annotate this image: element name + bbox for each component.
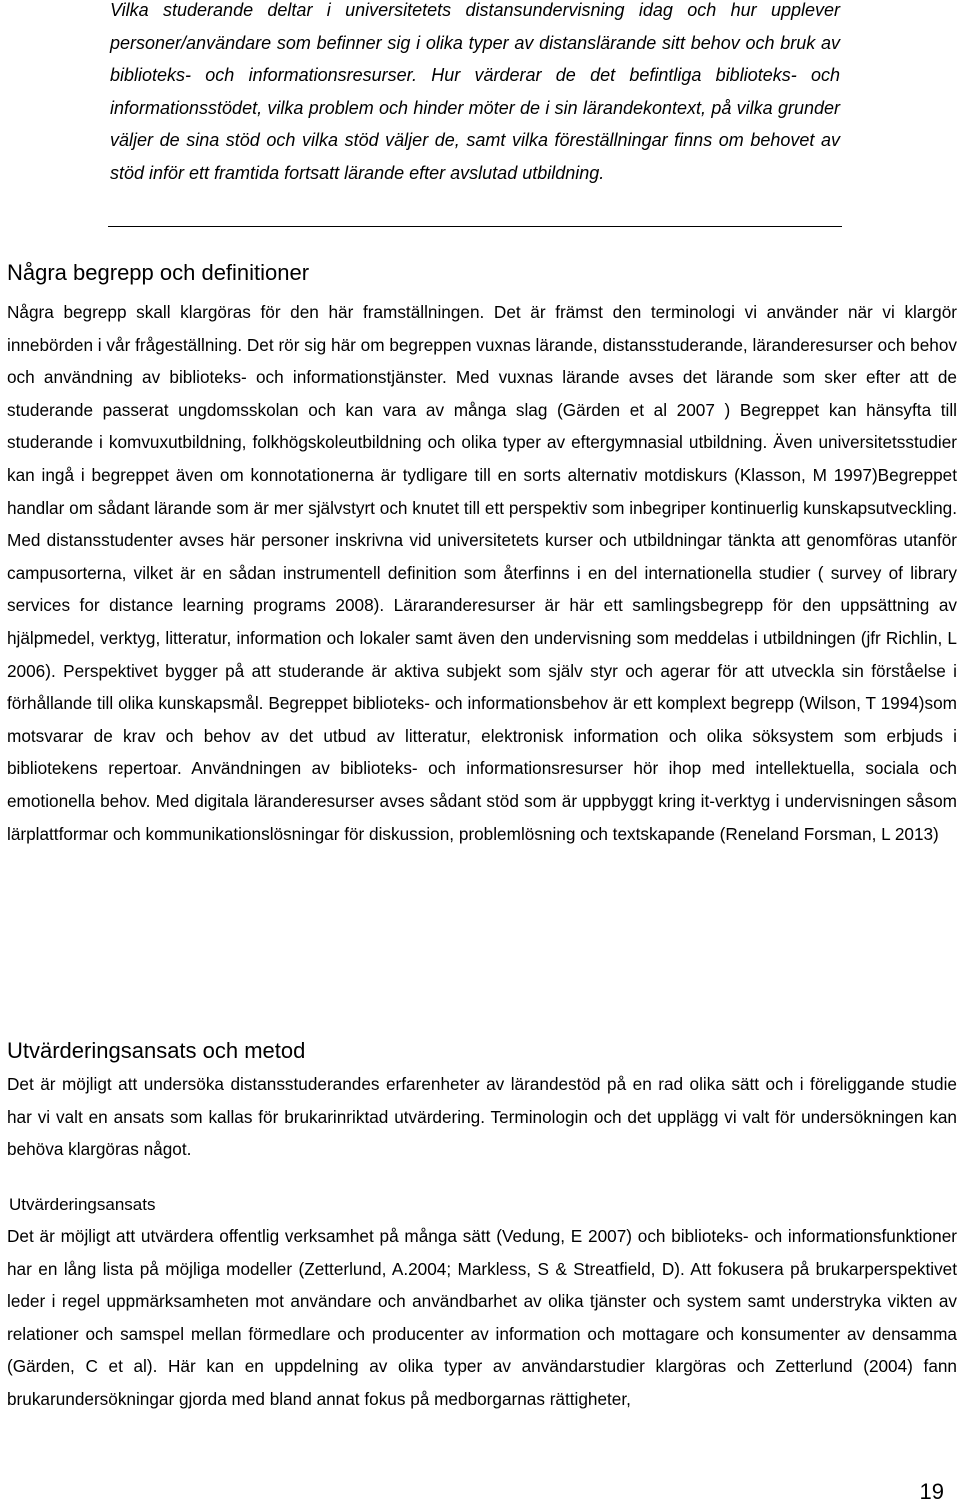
research-question-quote: Vilka studerande deltar i universitetets distansundervisning idag och hur upplever personer/användare som befinner sig i olika typer av distanslärande sitt behov och bruk av biblioteks- och informationsresurser. Hur värderar de det befintliga biblioteks- och informationsstödet, vilka problem och hinder möter de i sin lärandekontext, på vilka grunder väljer de sina stöd och vilka stöd väljer de, samt vilka föreställningar finns om behovet av stöd inför ett framtida fortsatt lärande efter avslutad utbildning. xyxy=(110,0,840,183)
paragraph-method: Det är möjligt att undersöka distansstuderandes erfarenheter av lärandestöd på en rad olika sätt och i föreliggande studie har vi valt en ansats som kallas för brukarinriktad utvärdering. Terminologin och det upplägg vi valt för undersökningen kan behöva klargöras något. xyxy=(7,1074,957,1160)
heading-method: Utvärderingsansats och metod xyxy=(7,1038,306,1063)
quote-underline-rule xyxy=(108,226,842,227)
heading-approach: Utvärderingsansats xyxy=(9,1195,156,1214)
page-number: 19 xyxy=(919,1479,944,1504)
paragraph-approach: Det är möjligt att utvärdera offentlig verksamhet på många sätt (Vedung, E 2007) och biblioteks- och informationsfunktioner har en lång lista på möjliga modeller (Zetterlund, A.2004; Markless, S & Streatfield, D). Att fokusera på brukarperspektivet leder i regel uppmärksamheten mot användare och användbarhet av olika tjänster och system samt understryka vikten av relationer och samspel mellan förmedlare och producenter av information och mottagare och konsumenter av densamma (Gärden, C et al). Här kan en uppdelning av olika typer av användarstudier klargöras och Zetterlund (2004) fann brukarundersökningar gjorda med bland annat fokus på medborgarnas rättigheter, xyxy=(7,1226,957,1409)
paragraph-definitions: Några begrepp skall klargöras för den här framställningen. Det är främst den terminologi vi använder när vi klargör innebörden i vår frågeställning. Det rör sig här om begreppen vuxnas lärande, distansstuderande, läranderesurser och behov och användning av biblioteks- och informationstjänster. Med vuxnas lärande avses det lärande som sker efter att de studerande passerat ungdomsskolan och kan vara av många slag (Gärden et al 2007 ) Begreppet kan hänsyfta till studerande i komvuxutbildning, folkhögskoleutbildning och olika typer av eftergymnasial utbildning. Även universitetsstudier kan ingå i begreppet även om konnotationerna är tydligare till en sorts alternativ motdiskurs (Klasson, M 1997)Begreppet handlar om sådant lärande som är mer självstyrt och knutet till ett perspektiv som inbegriper kontinuerlig kunskapsutveckling. Med distansstudenter avses här personer inskrivna vid universitetets kurser och utbildningar tänkta att genomföras utanför campusorterna, vilket är en sådan instrumentell definition som återfinns i en del internationella studier ( survey of library services for distance learning programs 2008). Läraranderesurser är här ett samlingsbegrepp för den uppsättning av hjälpmedel, verktyg, litteratur, information och lokaler samt även den undervisning som meddelas i utbildningen (jfr Richlin, L 2006). Perspektivet bygger på att studerande är aktiva subjekt som själv styr och agerar för att utveckla sin förståelse i förhållande till olika kunskapsmål. Begreppet biblioteks- och informationsbehov är ett komplext begrepp (Wilson, T 1994)som motsvarar de krav och behov av det utbud av litteratur, elektronisk information och olika söksystem som erbjuds i bibliotekens repertoar. Användningen av biblioteks- och informationsresurser hör ihop med intellektuella, sociala och emotionella behov. Med digitala läranderesurser avses sådant stöd som är uppbyggt kring it-verktyg i undervisningen såsom lärplattformar och kommunikationslösningar för diskussion, problemlösning och textskapande (Reneland Forsman, L 2013) xyxy=(7,302,957,844)
heading-definitions: Några begrepp och definitioner xyxy=(7,260,310,285)
